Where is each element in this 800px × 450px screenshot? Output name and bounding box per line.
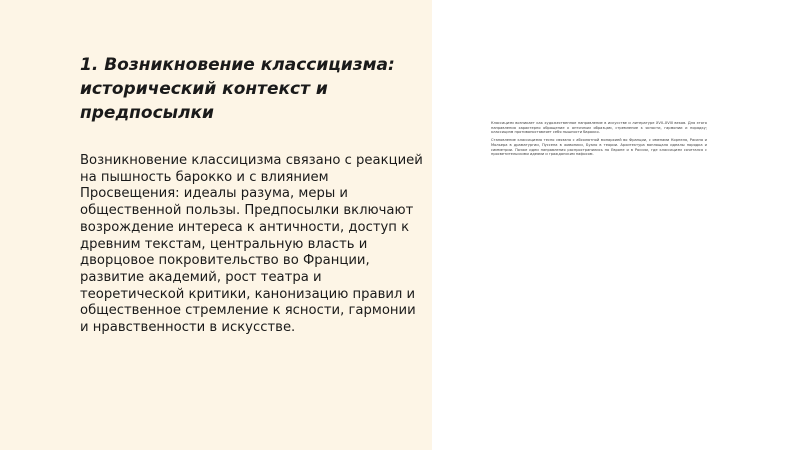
right-panel [432, 0, 800, 450]
slide-title: 1. Возникновение классицизма: исторический контекст и предпосылки [80, 55, 395, 123]
document-paragraph: Классицизм возникает как художественное направление в искусстве и литературе XVII–XVIII веков. Для этого направления характерно обращение к античным образцам, стремление к ясности, гармонии и порядку; классицизм противопоставляет себя пышности барокко. [491, 121, 707, 135]
document-image [491, 121, 707, 217]
slide-body-text: Возникновение классицизма связано с реакцией на пышность барокко и с влиянием Просвещения: идеалы разума, меры и общественной пользы. Предпосылки включают возрождение интереса к античности, доступ к древним текстам, центральную власть и дворцовое покровительство во Франции, развитие академий, рост театра и теоретической критики, канонизацию правил и общественное стремление к ясности, гармонии и нравственности в искусстве. [80, 153, 423, 336]
document-paragraph: Становление классицизма тесно связано с абсолютной монархией во Франции, с именами Корнеля, Расина и Мольера в драматургии, Пуссена в живописи, Буало в теории. Архитектура воплощала идеалы порядка и симметрии. Позже идеи направления распространились по Европе и в России, где классицизм сочетался с просветительскими идеями и гражданским пафосом. [491, 138, 707, 157]
